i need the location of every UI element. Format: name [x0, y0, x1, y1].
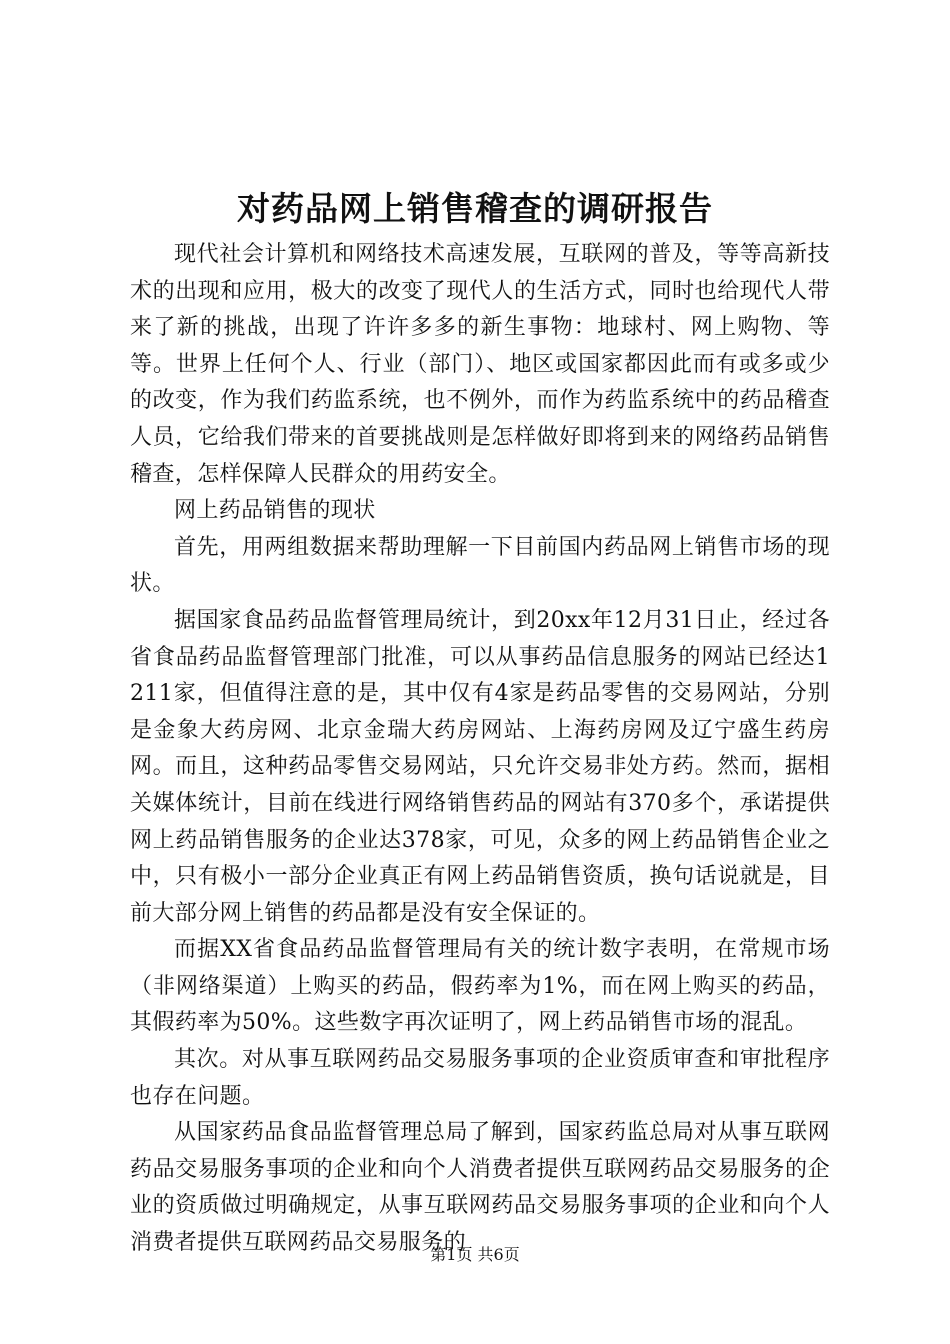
- paragraph-intro: 现代社会计算机和网络技术高速发展，互联网的普及，等等高新技术的出现和应用，极大的改变了现代人的生活方式，同时也给现代人带来了新的挑战，出现了许许多多的新生事物：地球村、网上购物、等等。世界上任何个人、行业（部门）、地区或国家都因此而有或多或少的改变，作为我们药监系统，也不例外，而作为药监系统中的药品稽查人员，它给我们带来的首要挑战则是怎样做好即将到来的网络药品销售稽查，怎样保障人民群众的用药安全。: [130, 242, 830, 487]
- paragraph-statistics-national: 据国家食品药品监督管理局统计，到20xx年12月31日止，经过各省食品药品监督管理部门批准，可以从事药品信息服务的网站已经达1211家，但值得注意的是，其中仅有4家是药品零售的交易网站，分别是金象大药房网、北京金瑞大药房网站、上海药房网及辽宁盛生药房网。而且，这种药品零售交易网站，只允许交易非处方药。然而，据相关媒体统计，目前在线进行网络销售药品的网站有370多个，承诺提供网上药品销售服务的企业达378家，可见，众多的网上药品销售企业之中，只有极小一部分企业真正有网上药品销售资质，换句话说就是，目前大部分网上销售的药品都是没有安全保证的。: [130, 607, 830, 926]
- paragraph-statistics-province: 而据XX省食品药品监督管理局有关的统计数字表明，在常规市场（非网络渠道）上购买的药品，假药率为1%，而在网上购买的药品，其假药率为50%。这些数字再次证明了，网上药品销售市场的混乱。: [130, 937, 830, 1036]
- document-body: [130, 237, 830, 1262]
- paragraph-second-point: 其次。对从事互联网药品交易服务事项的企业资质审查和审批程序也存在问题。: [130, 1047, 830, 1109]
- section-heading-status: 网上药品销售的现状: [174, 498, 376, 524]
- page-number-footer: 第1页 共6页: [430, 1245, 520, 1264]
- document-title: 对药品网上销售稽查的调研报告: [237, 189, 713, 228]
- paragraph-first-point: 首先，用两组数据来帮助理解一下目前国内药品网上销售市场的现状。: [130, 534, 830, 597]
- paragraph-regulation: 从国家药品食品监督管理总局了解到，国家药监总局对从事互联网药品交易服务事项的企业和向个人消费者提供互联网药品交易服务的企业的资质做过明确规定，从事互联网药品交易服务事项的企业和向个人消费者提供互联网药品交易服务的: [130, 1120, 830, 1256]
